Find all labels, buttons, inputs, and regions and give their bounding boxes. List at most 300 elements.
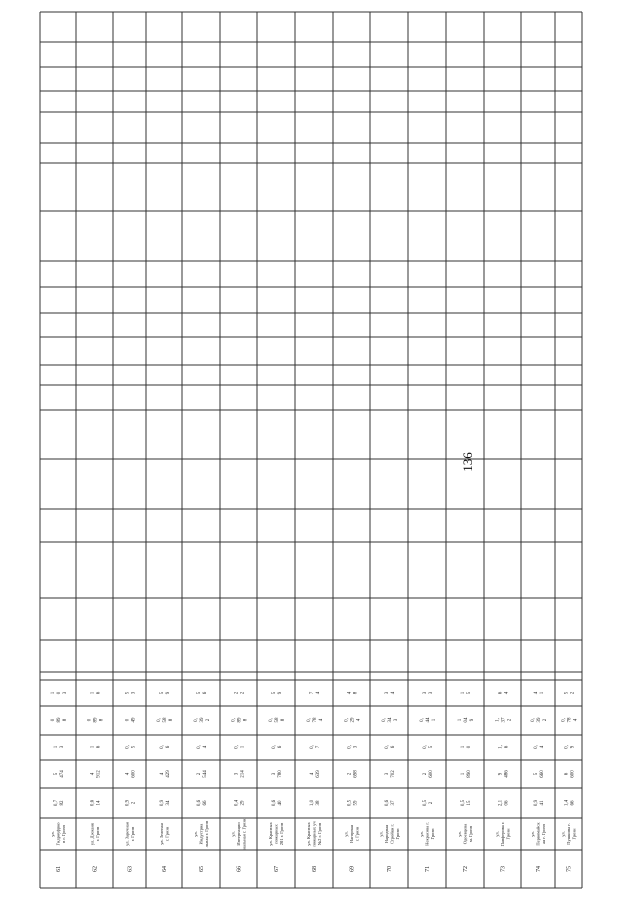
value-d-line: 0, — [344, 718, 350, 722]
value-d-line: 29 — [350, 717, 356, 723]
street-name-line: Грозн — [571, 828, 577, 840]
value-length — [54, 799, 65, 806]
value-e-line: 4 — [390, 691, 396, 695]
value-area-line: 5 — [533, 772, 539, 776]
value-area-line: 4 — [309, 772, 315, 776]
street-name-line: ул. Красных — [306, 822, 312, 846]
value-area — [347, 770, 358, 778]
row-number-line: 66 — [236, 866, 243, 872]
value-c-line: 0, — [533, 745, 539, 749]
value-area — [310, 770, 321, 778]
row-number — [93, 866, 99, 872]
value-length — [125, 799, 136, 806]
value-d-line: 0, — [530, 718, 536, 722]
value-length — [564, 799, 575, 806]
value-area — [90, 770, 101, 778]
value-d-line: 58 — [162, 717, 168, 723]
value-c — [498, 745, 509, 749]
value-d-line: 8 — [62, 718, 68, 722]
value-c — [564, 745, 575, 749]
value-c-line: 1 — [53, 745, 59, 749]
street-name — [89, 822, 100, 845]
value-area-line: 600 — [428, 770, 434, 778]
value-c-line: 1, — [498, 745, 504, 749]
street-name — [495, 822, 511, 847]
value-c-line: 0, — [564, 745, 570, 749]
row-number — [536, 866, 542, 872]
value-area-line: 780 — [277, 770, 283, 778]
value-length-line: 29 — [240, 800, 246, 806]
value-d-line: 37 — [501, 717, 507, 723]
value-c — [234, 745, 245, 749]
street-name-line: ул. Зеленая — [158, 823, 164, 845]
value-d-line: 9 — [469, 718, 475, 722]
value-length-line: 66 — [202, 800, 208, 806]
value-d-line: 1 — [457, 718, 463, 722]
value-e-line: 5 — [271, 691, 277, 695]
street-name-line: г. Грозн — [354, 826, 360, 842]
value-c-line: 0, — [234, 745, 240, 749]
street-name — [268, 822, 284, 846]
value-d-line: 34 — [387, 717, 393, 723]
row-number — [567, 866, 573, 872]
value-e — [90, 691, 101, 694]
street-name-line: Первомайск — [535, 822, 541, 846]
value-length-line: 82 — [59, 800, 65, 806]
value-area-line: 3 — [384, 772, 390, 776]
value-length-line: 37 — [390, 800, 396, 806]
value-e-line: 4 — [504, 691, 510, 695]
value-d-line: 4 — [356, 718, 362, 722]
value-e-line: 1 — [460, 691, 466, 695]
street-name — [378, 824, 400, 844]
street-name-line: Грозн — [505, 828, 511, 840]
value-d-line: 4 — [318, 718, 324, 722]
value-area-line: 3 — [271, 772, 277, 776]
value-d-line: 04 — [463, 717, 469, 723]
value-e-line: 3 — [422, 691, 428, 695]
street-name-line: ул. — [378, 831, 384, 837]
value-d-line: 8 — [168, 718, 174, 722]
value-area-line: 2 — [347, 772, 353, 776]
value-e-line: 9 — [277, 691, 283, 695]
value-d-line: 3 — [393, 718, 399, 722]
value-e — [564, 691, 575, 694]
value-e-line: 6 — [96, 691, 102, 695]
value-d-line: 1, — [495, 718, 501, 722]
row-number-line: 72 — [463, 866, 470, 872]
value-area — [423, 770, 434, 778]
row-number — [350, 866, 356, 872]
value-d-line: 0, — [231, 718, 237, 722]
row-number-line: 69 — [349, 866, 356, 872]
value-e — [160, 691, 171, 694]
value-area-line: 639 — [315, 770, 321, 778]
value-e-line: 9 — [165, 691, 171, 695]
value-d — [561, 717, 578, 723]
row-number — [312, 866, 318, 872]
value-d-line: 2 — [542, 718, 548, 722]
street-name-line: Народная — [383, 824, 389, 844]
value-d-line: 39 — [199, 717, 205, 723]
value-d-line: 0, — [381, 718, 387, 722]
value-c-line: 1 — [460, 745, 466, 749]
value-c-line: 6 — [504, 745, 510, 749]
street-name-line: г. Грозн — [129, 826, 135, 842]
street-name-line: 201 г. Грозн — [279, 822, 285, 846]
street-name-line: ул. Заречная — [124, 822, 130, 846]
value-length-line: 0,6 — [196, 799, 202, 807]
value-e — [498, 691, 509, 694]
value-c-line: 3 — [353, 745, 359, 749]
street-name-line: в г. Грозн — [61, 825, 67, 843]
value-c-line: 4 — [202, 745, 208, 749]
street-name — [124, 822, 135, 846]
value-e-line: 6 — [202, 691, 208, 695]
street-name-line: льная г. Грозн — [204, 820, 210, 848]
value-e — [310, 691, 321, 694]
row-number-line: 68 — [312, 866, 319, 872]
value-d-line: 0, — [193, 718, 199, 722]
row-number-line: 65 — [199, 866, 206, 872]
row-number — [274, 866, 280, 872]
value-d-line: 89 — [237, 717, 243, 723]
value-area-line: 600 — [131, 770, 137, 778]
value-c-line: 9 — [570, 745, 576, 749]
value-c — [461, 745, 472, 748]
value-d-line: 44 — [425, 717, 431, 723]
row-number — [56, 866, 62, 872]
value-area-line: 912 — [96, 770, 102, 778]
value-d — [125, 717, 136, 723]
value-length-line: 1,0 — [309, 799, 315, 807]
street-name-line: ул. — [343, 831, 349, 837]
value-d — [344, 717, 361, 723]
value-e-line: 8 — [353, 691, 359, 695]
value-c-line: 0, — [125, 745, 131, 749]
value-area-line: 702 — [390, 770, 396, 778]
value-c — [90, 745, 101, 748]
value-d-line: 58 — [274, 717, 280, 723]
row-number-line: 63 — [127, 866, 134, 872]
value-area-line: 2 — [422, 772, 428, 776]
value-e-line: 5 — [125, 691, 131, 695]
street-name-line: ул. — [50, 831, 56, 837]
value-length-line: 0,5 — [460, 799, 466, 807]
value-e-line: 1 — [50, 691, 56, 695]
row-number-line: 62 — [92, 866, 99, 872]
value-length — [197, 799, 208, 806]
value-d — [87, 717, 104, 723]
value-length-line: 2 — [428, 801, 434, 805]
street-name-line: Панферова г. — [500, 821, 506, 847]
value-c-line: 6 — [390, 745, 396, 749]
value-d-line: 0, — [306, 718, 312, 722]
street-name-line: ул. — [230, 831, 236, 837]
street-name-line: м. Грозн — [468, 825, 474, 843]
value-c-line: 1 — [90, 745, 96, 749]
value-e-line: 3 — [428, 691, 434, 695]
value-e-line: 4 — [315, 691, 321, 695]
value-area — [234, 770, 245, 778]
value-d-line: 0, — [561, 718, 567, 722]
value-d-line: 8 — [243, 718, 249, 722]
value-d — [495, 717, 512, 723]
value-c-line: 1 — [240, 745, 246, 749]
street-name — [193, 820, 209, 847]
value-e-line: 6 — [498, 691, 504, 695]
street-name-line: ая г. Грозн — [541, 824, 547, 844]
value-d — [157, 717, 174, 723]
value-d — [269, 717, 286, 723]
value-area-line: 2 — [196, 772, 202, 776]
value-length-line: 38 — [315, 800, 321, 806]
value-e-line: 1 — [539, 691, 545, 695]
street-name-line: г. Грозн — [164, 826, 170, 842]
value-area-line: 660 — [539, 770, 545, 778]
value-c-line: 0, — [422, 745, 428, 749]
street-name — [306, 821, 322, 847]
value-area-line: 4 — [159, 772, 165, 776]
value-area-line: 9 — [498, 772, 504, 776]
value-c — [423, 745, 434, 749]
value-length-line: 0,9 — [533, 799, 539, 807]
row-number-line: 61 — [56, 866, 63, 872]
value-d — [531, 717, 548, 723]
street-name-line: Индустриа — [198, 823, 204, 845]
row-number — [162, 866, 168, 872]
value-area-line: 474 — [59, 770, 65, 778]
street-name-line: Пушкина г. — [566, 823, 572, 845]
row-number-line: 74 — [536, 866, 543, 872]
value-c-line: 0, — [384, 745, 390, 749]
value-d — [382, 717, 399, 723]
value-length — [385, 799, 396, 806]
value-d-line: 49 — [131, 717, 137, 723]
value-area-line: 600 — [570, 770, 576, 778]
value-d-line: 4 — [573, 718, 579, 722]
value-d-line: 89 — [93, 717, 99, 723]
value-d-line: 78 — [567, 717, 573, 723]
value-c-line: 6 — [96, 745, 102, 749]
value-area-line: 5 — [53, 772, 59, 776]
row-number-line: 67 — [274, 866, 281, 872]
value-c-line: 0, — [159, 745, 165, 749]
street-name-line: Грозн — [394, 828, 400, 840]
value-length-line: 59 — [353, 800, 359, 806]
value-c — [534, 745, 545, 749]
value-area — [385, 770, 396, 778]
street-name-line: Гидроуфрко — [55, 822, 61, 846]
value-c — [347, 745, 358, 749]
value-area — [197, 770, 208, 778]
value-d-line: 89 — [56, 717, 62, 723]
value-d-line: 78 — [312, 717, 318, 723]
value-d-line: 0, — [419, 718, 425, 722]
value-length — [498, 799, 509, 806]
value-d-line: 2 — [507, 718, 513, 722]
street-name-line: Одоевцева — [462, 823, 468, 845]
street-name — [344, 825, 360, 843]
street-name-line: ул. Красных — [268, 822, 274, 846]
value-length — [461, 799, 472, 806]
value-d-line: 0, — [268, 718, 274, 722]
value-e — [234, 691, 245, 694]
value-d-line: 0 — [87, 718, 93, 722]
value-e-line: 0 — [56, 691, 62, 695]
value-length — [347, 799, 358, 806]
row-number — [463, 866, 469, 872]
value-c-line: 0 — [466, 745, 472, 749]
value-length — [423, 799, 434, 806]
value-d-line: 39 — [536, 717, 542, 723]
value-e — [347, 691, 358, 694]
value-length-line: 0,7 — [53, 799, 59, 807]
value-d-line: 1 — [431, 718, 437, 722]
value-e-line: 5 — [159, 691, 165, 695]
street-name-line: Некрасова г. — [424, 822, 430, 846]
value-e — [125, 691, 136, 694]
value-length-line: 0,4 — [234, 799, 240, 807]
value-area-line: 4 — [90, 772, 96, 776]
value-c-line: 5 — [428, 745, 434, 749]
row-number — [199, 866, 205, 872]
row-number — [237, 866, 243, 872]
value-length-line: 66 — [570, 800, 576, 806]
value-e — [423, 691, 434, 694]
street-name-line: Грозн — [430, 828, 436, 840]
street-name — [561, 823, 577, 845]
value-length — [310, 799, 321, 806]
value-c-line: 7 — [315, 745, 321, 749]
value-area-line: 486 — [504, 770, 510, 778]
value-length-line: 0,6 — [271, 799, 277, 807]
value-d — [420, 717, 437, 723]
value-area-line: 214 — [240, 770, 246, 778]
value-area-line: 429 — [165, 770, 171, 778]
value-length-line: 2,1 — [498, 799, 504, 807]
street-name — [530, 822, 546, 846]
street-name — [457, 824, 473, 844]
value-length-line: 41 — [539, 800, 545, 806]
value-e-line: 5 — [466, 691, 472, 695]
value-length — [272, 799, 283, 806]
value-e-line: 5 — [564, 691, 570, 695]
street-name-line: ул. — [457, 831, 463, 837]
value-e-line: 4 — [347, 691, 353, 695]
value-c-line: 0, — [309, 745, 315, 749]
value-length-line: 14 — [96, 800, 102, 806]
value-area — [125, 770, 136, 778]
value-c-line: 0, — [271, 745, 277, 749]
value-e-line: 4 — [533, 691, 539, 695]
value-c — [310, 745, 321, 749]
street-name-line: ул. Дзеканк — [89, 822, 95, 846]
street-name-line: ул. — [419, 831, 425, 837]
value-d — [307, 717, 324, 723]
value-e — [461, 691, 472, 694]
street-name — [419, 822, 435, 846]
value-area-line: 1 — [460, 772, 466, 776]
street-name — [231, 818, 247, 850]
value-length-line: 0,6 — [90, 799, 96, 807]
value-c-line: 5 — [131, 745, 137, 749]
value-area — [534, 770, 545, 778]
row-number-line: 64 — [162, 866, 169, 872]
value-length-line: 0,9 — [159, 799, 165, 807]
value-e-line: 3 — [131, 691, 137, 695]
street-name-line: Интернацио — [236, 822, 242, 846]
value-e — [51, 691, 68, 694]
street-name-line: пожарных уч — [311, 821, 317, 847]
value-area-line: 544 — [202, 770, 208, 778]
value-c-line: 0, — [347, 745, 353, 749]
row-number-line: 70 — [387, 866, 394, 872]
value-e-line: 3 — [384, 691, 390, 695]
value-e-line: 2 — [240, 691, 246, 695]
page-number: 136 — [460, 452, 475, 472]
value-length — [234, 799, 245, 806]
street-name — [159, 823, 170, 845]
value-area — [461, 770, 472, 778]
value-d-line: 8 — [99, 718, 105, 722]
street-name — [50, 822, 66, 846]
value-length — [534, 799, 545, 806]
value-length-line: 0,5 — [347, 799, 353, 807]
value-e-line: 1 — [90, 691, 96, 695]
value-d-line: 8 — [280, 718, 286, 722]
value-d — [194, 717, 211, 723]
street-name-line: ул. — [494, 831, 500, 837]
value-length-line: 1,4 — [564, 799, 570, 807]
row-number-line: 75 — [566, 866, 573, 872]
value-area-line: 890 — [466, 770, 472, 778]
row-number — [501, 866, 507, 872]
value-area — [564, 770, 575, 778]
value-c-line: 3 — [59, 745, 65, 749]
street-name-line: г. Грозн — [94, 826, 100, 842]
value-length-line: 40 — [277, 800, 283, 806]
value-e — [534, 691, 545, 694]
value-area-line: 698 — [353, 770, 359, 778]
value-length-line: 0,6 — [384, 799, 390, 807]
street-name-line: нальная г. Грозн — [241, 818, 247, 850]
row-number — [425, 866, 431, 872]
value-length-line: 0,9 — [125, 799, 131, 807]
value-length — [90, 799, 101, 806]
street-name-line: ул. — [530, 831, 536, 837]
value-e-line: 7 — [309, 691, 315, 695]
value-length-line: 2 — [131, 801, 137, 805]
value-length — [160, 799, 171, 806]
value-area — [272, 770, 283, 778]
value-length-line: 06 — [504, 800, 510, 806]
value-c-line: 6 — [165, 745, 171, 749]
street-name-line: пожарных — [273, 824, 279, 844]
value-e — [385, 691, 396, 694]
value-c-line: 0, — [196, 745, 202, 749]
value-c-line: 4 — [539, 745, 545, 749]
value-d-line: 0 — [50, 718, 56, 722]
value-length-line: 34 — [165, 800, 171, 806]
street-name-line: Нагорная — [349, 825, 355, 843]
value-length-line: 0,5 — [422, 799, 428, 807]
value-d — [458, 717, 475, 723]
value-d-line: 0 — [125, 718, 131, 722]
street-name-line: ул. — [193, 831, 199, 837]
street-name-line: Стройки г. — [389, 823, 395, 845]
value-d — [51, 717, 68, 723]
